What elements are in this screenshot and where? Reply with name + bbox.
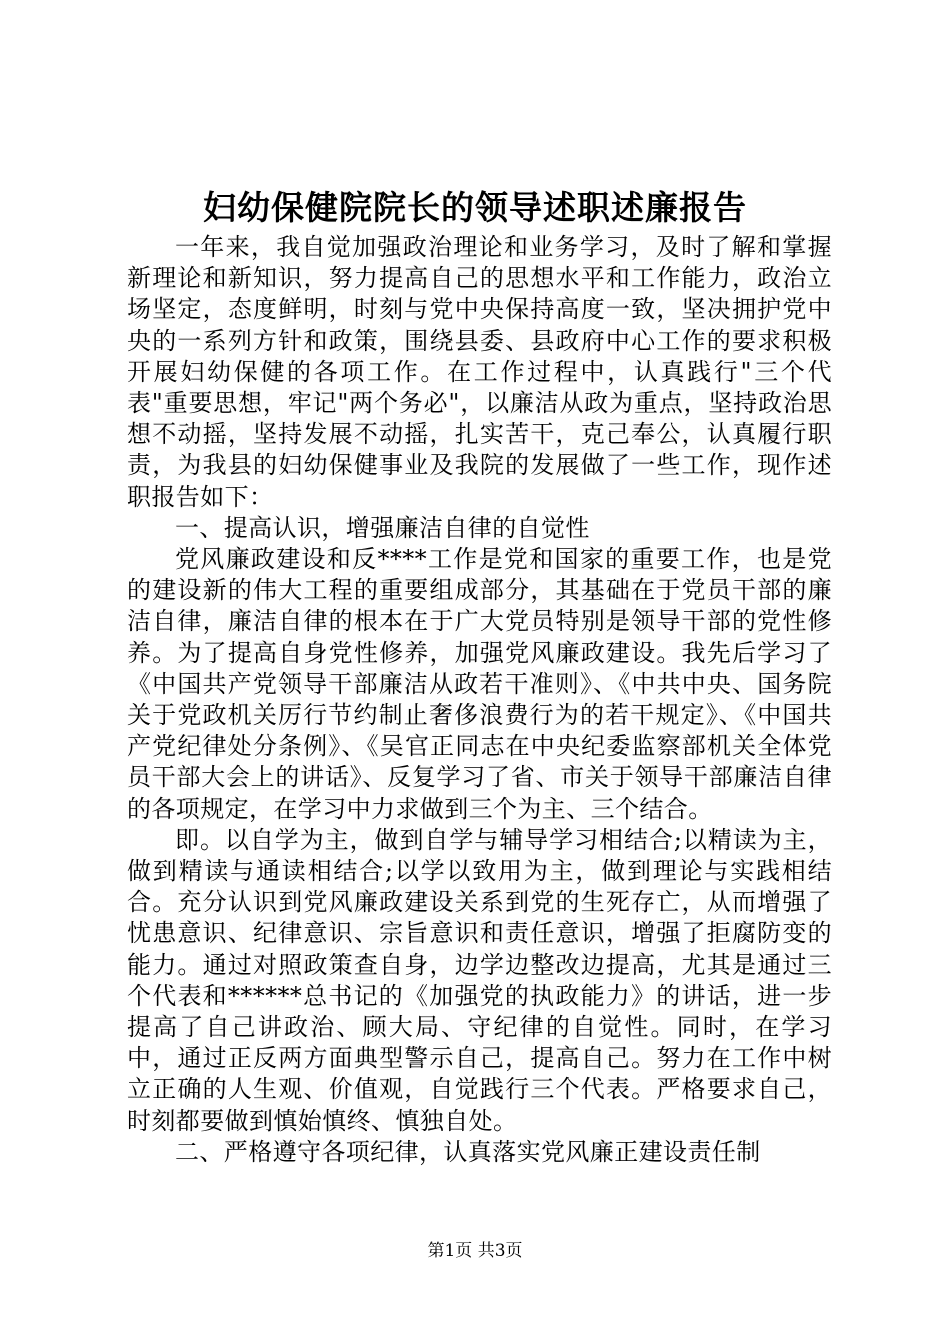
page-number-footer: 第1页 共3页 <box>427 1241 523 1261</box>
document-title: 妇幼保健院院长的领导述职述廉报告 <box>203 188 747 227</box>
section-heading-2: 二、严格遵守各项纪律，认真落实党风廉正建设责任制 <box>175 1137 761 1166</box>
paragraph-principles: 即。以自学为主，做到自学与辅导学习相结合;以精读为主，做到精读与通读相结合;以学以致用为主，做到理论与实践相结合。充分认识到党风廉政建设关系到党的生死存亡，从而增强了忧患意识、纪律意识、宗旨意识和责任意识，增强了拒腐防变的能力。通过对照政策查自身，边学边整改边提高，尤其是通过三个代表和******总书记的《加强党的执政能力》的讲话，进一步提高了自己讲政治、顾大局、守纪律的自觉性。同时，在学习中，通过正反两方面典型警示自己，提高自己。努力在工作中树立正确的人生观、价值观，自觉践行三个代表。严格要求自己，时刻都要做到慎始慎终、慎独自处。 <box>127 825 832 1135</box>
document-body <box>127 232 832 1168</box>
paragraph-study: 党风廉政建设和反****工作是党和国家的重要工作，也是党的建设新的伟大工程的重要组成部分，其基础在于党员干部的廉洁自律，廉洁自律的根本在于广大党员特别是领导干部的党性修养。为了提高自身党性修养，加强党风廉政建设。我先后学习了《中国共产党领导干部廉洁从政若干准则》、《中共中央、国务院关于党政机关厉行节约制止奢侈浪费行为的若干规定》、《中国共产党纪律处分条例》、《吴官正同志在中央纪委监察部机关全体党员干部大会上的讲话》、反复学习了省、市关于领导干部廉洁自律的各项规定，在学习中力求做到三个为主、三个结合。 <box>127 545 832 823</box>
paragraph-intro: 一年来，我自觉加强政治理论和业务学习，及时了解和掌握新理论和新知识，努力提高自己的思想水平和工作能力，政治立场坚定，态度鲜明，时刻与党中央保持高度一致，坚决拥护党中央的一系列方针和政策，围绕县委、县政府中心工作的要求积极开展妇幼保健的各项工作。在工作过程中，认真践行"三个代表"重要思想，牢记"两个务必"，以廉洁从政为重点，坚持政治思想不动摇，坚持发展不动摇，扎实苦干，克己奉公，认真履行职责，为我县的妇幼保健事业及我院的发展做了一些工作，现作述职报告如下： <box>127 233 832 511</box>
section-heading-1: 一、提高认识，增强廉洁自律的自觉性 <box>175 513 590 542</box>
